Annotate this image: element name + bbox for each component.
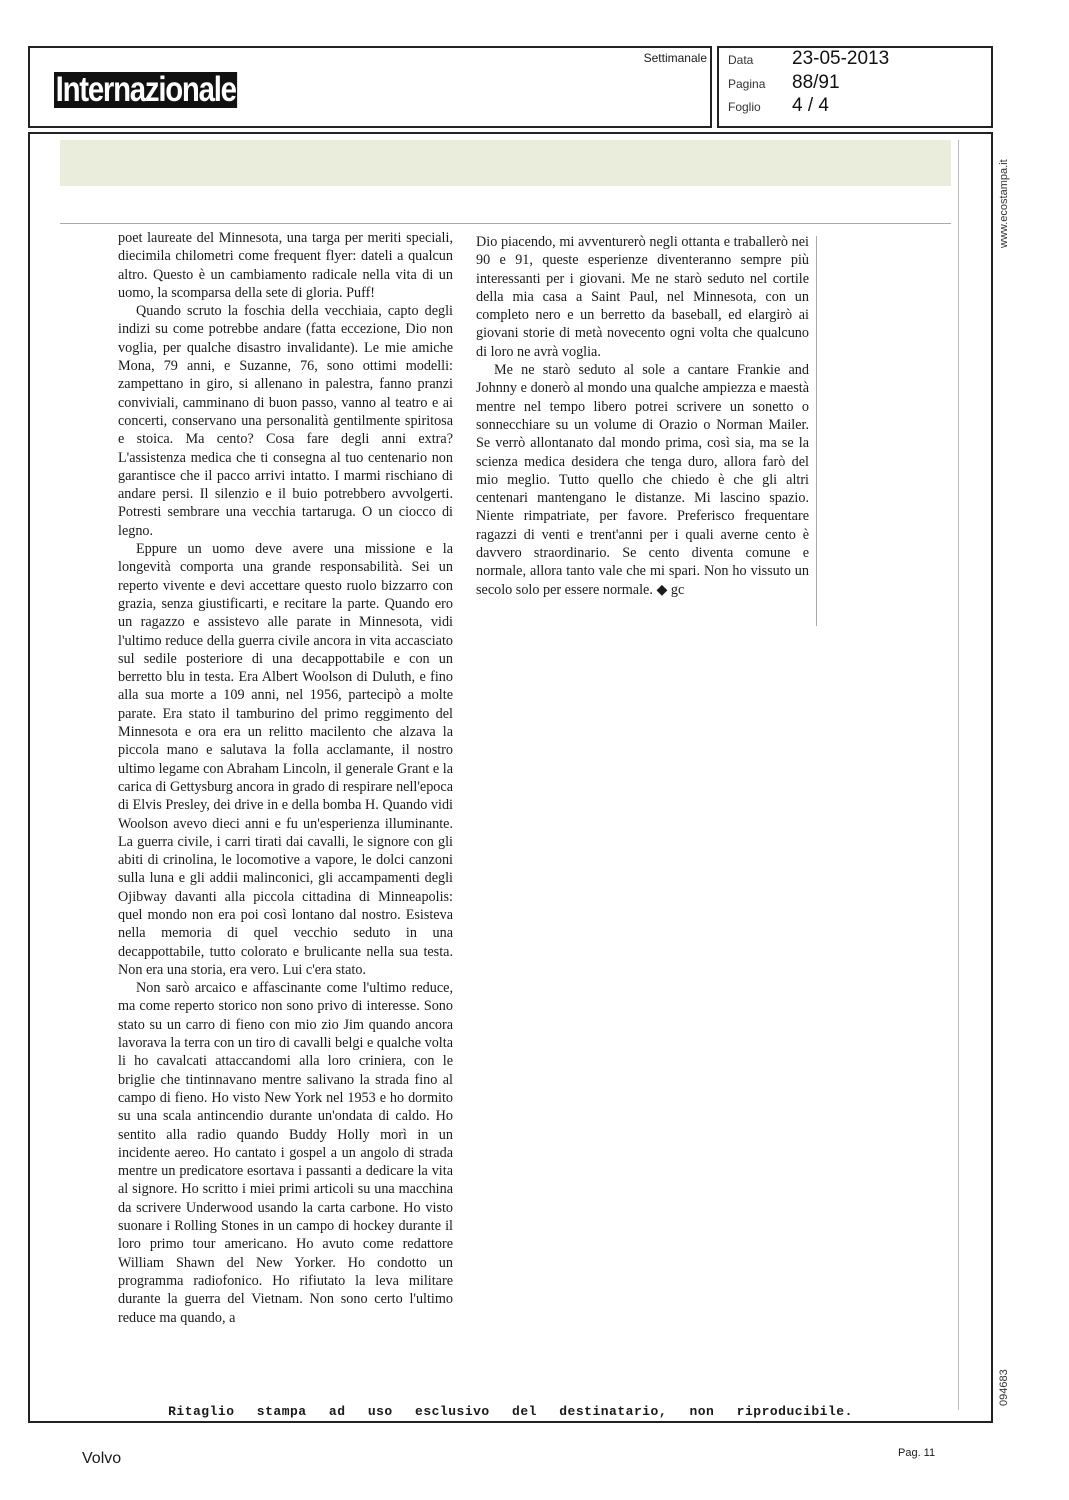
archive-code-vertical: 094683	[998, 1369, 1010, 1406]
author-signature: ◆ gc	[656, 581, 685, 598]
usage-disclaimer: Ritaglio stampa ad uso esclusivo del destinatario, non riproducibile.	[168, 1404, 853, 1419]
sheet-value: 4 / 4	[792, 95, 829, 116]
page-label: Pagina	[728, 77, 766, 91]
paragraph: Eppure un uomo deve avere una missione e la longevità comporta una grande responsabilità. Sei un reperto vivente e devi accettare questo ruolo bizzarro con grazia, senza giustificarti, e recitare la parte. Quando ero un ragazzo e assistevo alle parate in Minnesota, vidi l'ultimo reduce della guerra civile ancora in vita accasciato sul sedile posteriore di una decappottabile e con un berretto blu in testa. Era Albert Woolson di Duluth, e fino alla sua morte a 109 anni, nel 1956, partecipò a molte parate. Era stato il tamburino del primo reggimento del Minnesota e ora era un relitto macilento che alzava la piccola mano e salutava la folla acclamante, il nostro ultimo legame con Abraham Lincoln, il generale Grant e la carica di Gettysburg ancora in grado di respirare nell'epoca di Elvis Presley, dei drive in e della bomba H. Quando vidi Woolson avevo dieci anni e fu un'esperienza illuminante. La guerra civile, i carri tirati dai cavalli, le signore con gli abiti di crinolina, le locomotive a vapore, le dolci canzoni sulla luna e gli addii malinconici, gli accampamenti degli Ojibway davanti alla piccola cittadina di Minneapolis: quel mondo non era poi così lontano dal nostro. Esisteva nella memoria di quel vecchio seduto in una decappottabile, tutto colorato e brulicante nella sua testa. Non era una storia, era vero. Lui c'era stato.	[118, 541, 453, 978]
paragraph: Quando scruto la foschia della vecchiaia, capto degli indizi su come potrebbe andare (fatta eccezione, Dio non voglia, per qualche disastro invalidante). Le mie amiche Mona, 79 anni, e Suzanne, 76, sono ottimi modelli: zampettano in giro, si allenano in palestra, fanno pranzi conviviali, camminano di buon passo, vanno al teatro e ai concerti, conservano una personalità gentilmente spiritosa e stoica. Ma cento? Cosa fare degli anni extra? L'assistenza medica che ti consegna al tuo centenario non garantisce che il pacco arrivi intatto. I marmi rischiano di andare persi. Il silenzio e il buio potrebbero avvolgerti. Potresti sembrare una vecchia tartaruga. O un ciocco di legno.	[118, 303, 453, 539]
paragraph: poet laureate del Minnesota, una targa per meriti speciali, diecimila chilometri come frequent flyer: dateli a qualcun altro. Questo è un cambiamento radicale nella vita di un uomo, la scomparsa della sete di gloria. Puff!	[118, 230, 453, 301]
side-rule	[958, 140, 959, 1410]
page-value: 88/91	[792, 72, 840, 93]
sheet-label: Foglio	[728, 100, 761, 114]
top-rule	[60, 223, 951, 224]
website-vertical-text: www.ecostampa.it	[998, 159, 1010, 248]
paragraph-text: Me ne starò seduto al sole a cantare Frankie and Johnny e donerò al mondo una qualche ampiezza e maestà mentre nel tempo libero potrei scrivere un sonetto o sonnecchiare su un volume di Orazio o Norman Mailer. Se verrò allontanato dal mondo prima, così sia, ma se la scienza medica desidera che tenga duro, allora farò del mio meglio. Tutto quello che chiedo è che gli altri centenari mantengano le distanze. Mi lascino spazio. Niente rimpatriate, per favore. Preferisco frequentare ragazzi di venti e trent'anni per i quali averne cento è davvero straordinario. Se cento diventa comune e normale, allora tanto vale che mi spari. Non ho vissuto un secolo solo per essere normale.	[476, 362, 809, 598]
column-rule	[816, 236, 817, 626]
date-value: 23-05-2013	[792, 48, 890, 69]
paragraph: Non sarò arcaico e affascinante come l'ultimo reduce, ma come reperto storico non sono privo di interesse. Sono stato su un carro di fieno con mio zio Jim quando ancora lavorava la terra con un tiro di cavalli belgi e qualche volta li ho cavalcati attaccandomi alla loro criniera, con le briglie che tintinnavano mentre salivano la strada fino al campo di fieno. Ho visto New York nel 1953 e ho dormito su una scala antincendio durante un'ondata di caldo. Ho sentito alla radio quando Buddy Holly morì in un incidente aereo. Ho cantato i gospel a un angolo di strada mentre un predicatore esortava i passanti a dedicare la vita al signore. Ho scritto i miei primi articoli su una macchina da scrivere Underwood usando la carta carbone. Ho visto suonare i Rolling Stones in un campo di hockey durante il loro primo tour americano. Ho avuto come redattore William Shawn del New Yorker. Ho condotto un programma radiofonico. Ho rifiutato la leva militare durante la guerra del Vietnam. Non sono certo l'ultimo reduce ma quando, a	[118, 980, 453, 1326]
paragraph: Dio piacendo, mi avventurerò negli ottanta e traballerò nei 90 e 91, queste esperienze diventeranno sempre più interessanti per i giovani. Me ne starò seduto nel cortile della mia casa a Saint Paul, nel Minnesota, con un completo nero e un berretto da baseball, ed elargirò ai giovani storie di metà novecento ogni volta che qualcuno di loro ne avrà voglia.	[476, 234, 809, 360]
footer-client-name: Volvo	[82, 1450, 122, 1467]
top-shaded-band	[60, 140, 951, 186]
article-column-left	[118, 229, 453, 1327]
periodicity-label: Settimanale	[643, 51, 707, 65]
publication-logo: Internazionale	[55, 70, 236, 109]
paragraph	[476, 361, 809, 599]
article-column-right	[476, 233, 809, 599]
date-label: Data	[728, 53, 754, 67]
footer-page-number: Pag. 11	[898, 1447, 936, 1459]
